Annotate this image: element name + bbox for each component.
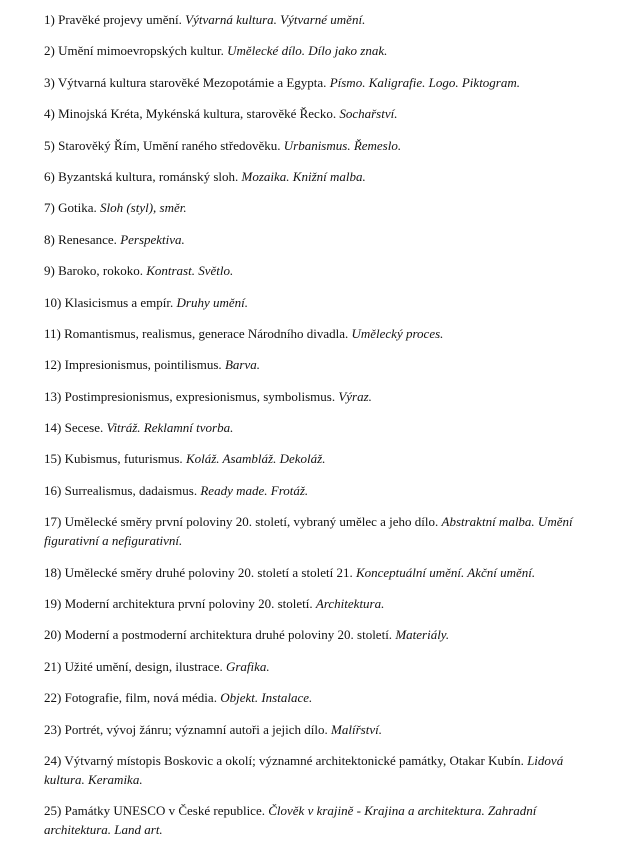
list-item	[44, 230, 584, 249]
list-item	[44, 73, 584, 92]
item-number: 15)	[44, 451, 62, 467]
item-topic: Kubismus, futurismus.	[64, 451, 183, 467]
item-topic: Byzantská kultura, románský sloh.	[58, 168, 239, 184]
item-number: 13)	[44, 388, 62, 404]
item-keywords: Výtvarná kultura. Výtvarné umění.	[185, 12, 366, 27]
item-topic: Starověký Řím, Umění raného středověku.	[58, 137, 281, 153]
item-topic: Umělecké směry první poloviny 20. století, vybraný umělec a jeho dílo.	[64, 514, 439, 530]
list-item	[44, 563, 584, 582]
list-item	[44, 751, 584, 789]
item-number: 7)	[44, 200, 55, 216]
item-number: 14)	[44, 420, 62, 436]
list-item	[44, 688, 584, 707]
list-item	[44, 594, 584, 613]
list-item	[44, 136, 584, 155]
item-number: 25)	[44, 803, 62, 819]
item-topic: Surrealismus, dadaismus.	[64, 482, 198, 498]
item-topic: Užité umění, design, ilustrace.	[64, 658, 223, 674]
item-keywords: Vitráž. Reklamní tvorba.	[106, 420, 234, 436]
list-item	[44, 512, 584, 550]
item-number: 24)	[44, 752, 62, 768]
list-item	[44, 167, 584, 186]
item-topic: Umění mimoevropských kultur.	[58, 43, 224, 59]
item-topic: Fotografie, film, nová média.	[64, 690, 217, 706]
item-keywords: Člověk v krajině - Krajina a architektura. Zahradní architektura. Land art.	[44, 803, 537, 838]
item-number: 4)	[44, 106, 55, 122]
list-item	[44, 801, 584, 839]
item-topic: Postimpresionismus, expresionismus, symbolismus.	[64, 388, 336, 404]
item-number: 18)	[44, 564, 62, 580]
item-keywords: Konceptuální umění. Akční umění.	[355, 564, 536, 580]
item-keywords: Grafika.	[225, 658, 270, 674]
item-topic: Výtvarná kultura starověké Mezopotámie a Egypta.	[57, 74, 327, 90]
list-item	[44, 625, 584, 644]
item-number: 6)	[44, 168, 55, 184]
item-number: 21)	[44, 658, 62, 674]
list-item	[44, 198, 584, 217]
item-number: 23)	[44, 721, 62, 737]
item-number: 5)	[44, 137, 55, 153]
item-topic: Památky UNESCO v České republice.	[64, 803, 265, 819]
item-number: 8)	[44, 231, 55, 247]
item-keywords: Druhy umění.	[176, 294, 249, 310]
list-item	[44, 418, 584, 437]
item-number: 17)	[44, 514, 62, 530]
item-number: 12)	[44, 357, 62, 373]
item-keywords: Barva.	[224, 357, 260, 373]
list-item	[44, 324, 584, 343]
topic-list	[44, 10, 584, 852]
list-item	[44, 10, 584, 29]
item-topic: Secese.	[64, 420, 104, 436]
item-number: 1)	[44, 12, 55, 27]
list-item	[44, 41, 584, 60]
list-item	[44, 355, 584, 374]
item-number: 20)	[44, 627, 62, 643]
list-item	[44, 657, 584, 676]
item-keywords: Malířství.	[331, 721, 382, 737]
item-keywords: Materiály.	[395, 627, 450, 643]
item-keywords: Lidová kultura. Keramika.	[44, 752, 564, 787]
item-keywords: Umělecké dílo. Dílo jako znak.	[227, 43, 388, 59]
item-topic: Impresionismus, pointilismus.	[64, 357, 222, 373]
item-topic: Renesance.	[58, 231, 117, 247]
item-topic: Umělecké směry druhé poloviny 20. století a století 21.	[64, 564, 353, 580]
list-item	[44, 387, 584, 406]
list-item	[44, 261, 584, 280]
item-number: 16)	[44, 482, 62, 498]
item-keywords: Umělecký proces.	[351, 325, 444, 341]
item-keywords: Perspektiva.	[120, 231, 185, 247]
list-item	[44, 720, 584, 739]
item-topic: Gotika.	[58, 200, 97, 216]
item-number: 11)	[44, 325, 61, 341]
item-topic: Moderní a postmoderní architektura druhé poloviny 20. století.	[64, 627, 393, 643]
item-keywords: Koláž. Asambláž. Dekoláž.	[185, 451, 326, 467]
item-keywords: Mozaika. Knižní malba.	[241, 168, 366, 184]
list-item	[44, 481, 584, 500]
item-keywords: Sochařství.	[339, 106, 398, 122]
item-topic: Moderní architektura první poloviny 20. století.	[64, 596, 313, 612]
item-keywords: Kontrast. Světlo.	[146, 263, 234, 279]
item-topic: Výtvarný místopis Boskovic a okolí; významné architektonické památky, Otakar Kubín.	[64, 752, 524, 768]
item-keywords: Objekt. Instalace.	[220, 690, 313, 706]
item-topic: Minojská Kréta, Mykénská kultura, starověké Řecko.	[58, 106, 337, 122]
item-number: 3)	[44, 74, 55, 90]
item-keywords: Abstraktní malba. Umění figurativní a nefigurativní.	[44, 514, 573, 549]
list-item	[44, 293, 584, 312]
list-item	[44, 449, 584, 468]
item-keywords: Architektura.	[315, 596, 385, 612]
item-number: 22)	[44, 690, 62, 706]
item-topic: Pravěké projevy umění.	[58, 12, 182, 27]
item-keywords: Písmo. Kaligrafie. Logo. Piktogram.	[329, 74, 520, 90]
item-number: 2)	[44, 43, 55, 59]
item-topic: Klasicismus a empír.	[64, 294, 174, 310]
item-topic: Portrét, vývoj žánru; významní autoři a jejich dílo.	[64, 721, 328, 737]
item-number: 19)	[44, 596, 62, 612]
item-keywords: Ready made. Frotáž.	[200, 482, 309, 498]
item-keywords: Urbanismus. Řemeslo.	[283, 137, 402, 153]
item-keywords: Sloh (styl), směr.	[99, 200, 187, 216]
item-number: 10)	[44, 294, 62, 310]
item-keywords: Výraz.	[338, 388, 372, 404]
item-topic: Romantismus, realismus, generace Národního divadla.	[64, 325, 349, 341]
list-item	[44, 104, 584, 123]
item-number: 9)	[44, 263, 55, 279]
item-topic: Baroko, rokoko.	[58, 263, 143, 279]
